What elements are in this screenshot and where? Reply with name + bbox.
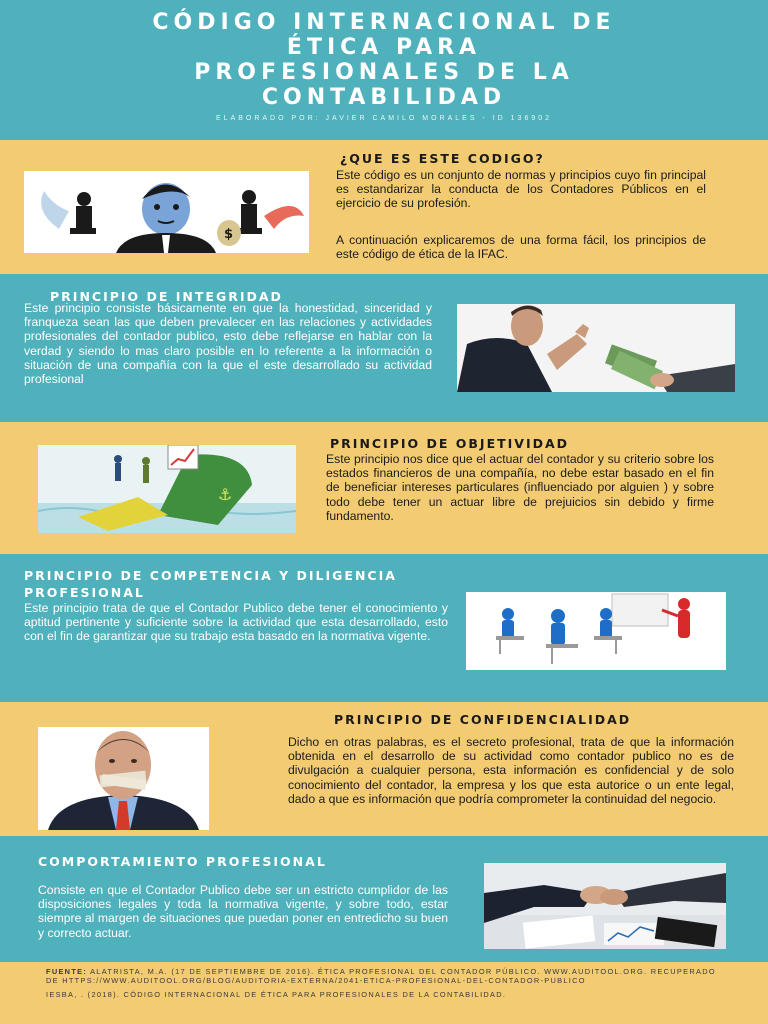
title-line-1: CÓDIGO INTERNACIONAL DE — [152, 10, 616, 35]
footer-references — [0, 962, 768, 1024]
section-text: Consiste en que el Contador Publico debe ser un estricto cumplidor de las disposiciones legales y toda la normativa vigente, y sobre todo, estar siempre al margen de situaciones que puedan poner en entredicho su buen y correcto actuar. — [38, 883, 448, 940]
section-heading: ¿QUE ES ESTE CODIGO? — [340, 151, 545, 166]
sinking-ship-illustration — [38, 445, 296, 533]
footer-label: FUENTE: — [46, 967, 88, 976]
heading-line-1: PRINCIPIO DE COMPETENCIA Y DILIGENCIA — [24, 568, 397, 583]
section-heading — [24, 567, 397, 601]
reference-2: IESBA, . (2018). CÓDIGO INTERNACIONAL DE ÉTICA PARA PROFESIONALES DE LA CONTABILIDAD. — [46, 990, 507, 1000]
section-text: Este principio consiste básicamente en que la honestidad, sinceridad y franqueza sean las que deben prevalecer en las relaciones y actividades profesionales del contador publico, esto debe reflejarse en hablar con la verdad y siendo lo mas claro posible en lo referente a la información o situación de una compañía con la que el este desarrollado su actividad profesional — [24, 301, 432, 387]
title-line-4: CONTABILIDAD — [261, 85, 507, 110]
section-text: Dicho en otras palabras, es el secreto profesional, trata de que la información obtenida en el desarrollo de su actividad como contador publico no es de divulgación a cualquier persona, esta información es confidencial y de solo conocimiento del contador, la empresa y los que esta autorice o un ente legal, dado a que es información que podría comprometer la continuidad del negocio. — [288, 735, 734, 806]
svg-text:⚓: ⚓ — [218, 485, 233, 504]
page-title — [0, 0, 768, 110]
taped-mouth-man-photo — [38, 727, 209, 830]
reference-1 — [46, 968, 722, 985]
refusing-bribe-photo — [457, 304, 735, 392]
reference-1-text: ALATRISTA, M.A. (17 DE SEPTIEMBRE DE 2016). ÉTICA PROFESIONAL DEL CONTADOR PÚBLICO. WWW.AUDITOOL.ORG. RECUPERADO DE HTTPS://WWW.AUDITOOL.ORG/BLOG/AUDITORIA-EXTERNA/2041-ETICA-PROFESIONAL-DEL-CONTADOR-PUBLICO — [46, 967, 716, 985]
title-line-2: ÉTICA PARA — [286, 35, 482, 60]
section-heading: COMPORTAMIENTO PROFESIONAL — [38, 854, 327, 869]
author-credit: ELABORADO POR: JAVIER CAMILO MORALES - ID 136902 — [215, 115, 553, 122]
section-heading: PRINCIPIO DE CONFIDENCIALIDAD — [334, 712, 632, 727]
section-heading: PRINCIPIO DE OBJETIVIDAD — [330, 436, 570, 451]
title-line-3: PROFESIONALES DE LA — [194, 60, 574, 85]
section-text: Este principio trata de que el Contador Publico debe tener el conocimiento y aptitud pertinente y suficiente sobre la actividad que esta desarrollado, esto con el fin de garantizar que su trabajo esta basado en la normativa vigente. — [24, 601, 448, 644]
section-text: Este código es un conjunto de normas y principios cuyo fin principal es estandarizar la conducta de los Contadores Públicos en el ejercicio de su profesión. — [336, 168, 706, 211]
section-heading: PRINCIPIO DE INTEGRIDAD — [50, 289, 283, 304]
section-text: Este principio nos dice que el actuar del contador y su criterio sobre los estados financieros de una compañía, no debe estar basado en el fin de beneficiar intereses particulares (influenciado por alguien ) y sobre todo debe tener un actuar libre de prejuicios sin debido y firme fundamento. — [326, 452, 714, 523]
classroom-training-illustration — [466, 592, 726, 670]
svg-text:$: $ — [224, 227, 234, 242]
heading-line-2: PROFESIONAL — [24, 585, 145, 600]
header — [0, 0, 768, 132]
handshake-photo — [484, 863, 726, 949]
angel-devil-businessmen-illustration — [24, 171, 309, 253]
section-text-2: A continuación explicaremos de una forma fácil, los principios de este código de ética de la IFAC. — [336, 233, 706, 262]
